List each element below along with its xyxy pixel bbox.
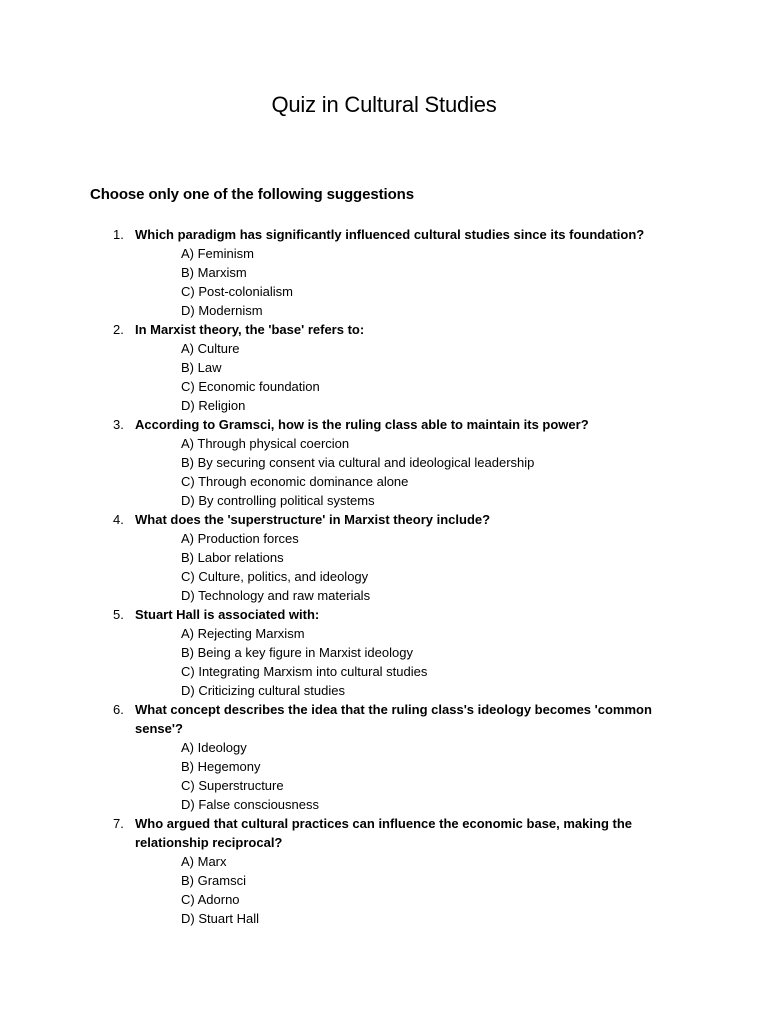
option-a: A) Culture (181, 341, 240, 356)
question-item (0, 415, 768, 510)
instruction-heading: Choose only one of the following suggestions (90, 186, 414, 203)
question-number: 2. (113, 322, 124, 337)
option-a: A) Feminism (181, 246, 254, 261)
option-d: D) Modernism (181, 303, 263, 318)
option-d: D) Stuart Hall (181, 911, 260, 926)
question-number: 4. (113, 512, 124, 527)
option-d: D) Criticizing cultural studies (181, 683, 345, 698)
document-title: Quiz in Cultural Studies (271, 92, 497, 117)
option-c: C) Adorno (181, 892, 240, 907)
question-item (0, 320, 768, 415)
option-a: A) Ideology (181, 740, 247, 755)
question-text: According to Gramsci, how is the ruling class able to maintain its power? (135, 417, 589, 432)
option-b: B) By securing consent via cultural and ideological leadership (181, 455, 535, 470)
question-number: 5. (113, 607, 124, 622)
option-list (0, 738, 768, 814)
question-list (0, 225, 768, 928)
option-d: D) Technology and raw materials (181, 588, 371, 603)
option-c: C) Economic foundation (181, 379, 320, 394)
option-b: B) Law (181, 360, 222, 375)
question-number: 1. (113, 227, 124, 242)
question-text: What does the 'superstructure' in Marxist theory include? (135, 512, 491, 527)
option-b: B) Hegemony (181, 759, 261, 774)
question-text: Stuart Hall is associated with: (135, 607, 320, 622)
option-b: B) Gramsci (181, 873, 246, 888)
option-c: C) Through economic dominance alone (181, 474, 409, 489)
question-item (0, 510, 768, 605)
question-item (0, 700, 768, 814)
option-list (0, 852, 768, 928)
question-item (0, 814, 768, 928)
question-number: 7. (113, 816, 124, 831)
option-c: C) Integrating Marxism into cultural studies (181, 664, 428, 679)
option-a: A) Through physical coercion (181, 436, 350, 451)
question-item (0, 225, 768, 320)
question-number: 3. (113, 417, 124, 432)
option-list (0, 244, 768, 320)
option-c: C) Superstructure (181, 778, 284, 793)
question-text: Who argued that cultural practices can influence the economic base, making the relationship reciprocal? (135, 816, 633, 850)
option-b: B) Labor relations (181, 550, 284, 565)
option-a: A) Marx (181, 854, 227, 869)
option-b: B) Being a key figure in Marxist ideology (181, 645, 413, 660)
option-b: B) Marxism (181, 265, 247, 280)
option-c: C) Culture, politics, and ideology (181, 569, 369, 584)
option-a: A) Rejecting Marxism (181, 626, 305, 641)
option-c: C) Post-colonialism (181, 284, 293, 299)
question-number: 6. (113, 702, 124, 717)
question-text: What concept describes the idea that the ruling class's ideology becomes 'common sense'? (135, 702, 652, 736)
option-list (0, 434, 768, 510)
option-list (0, 339, 768, 415)
option-d: D) Religion (181, 398, 246, 413)
option-a: A) Production forces (181, 531, 299, 546)
option-d: D) False consciousness (181, 797, 319, 812)
question-text: Which paradigm has significantly influenced cultural studies since its foundation? (135, 227, 645, 242)
option-list (0, 529, 768, 605)
question-item (0, 605, 768, 700)
option-list (0, 624, 768, 700)
question-text: In Marxist theory, the 'base' refers to: (135, 322, 365, 337)
option-d: D) By controlling political systems (181, 493, 375, 508)
